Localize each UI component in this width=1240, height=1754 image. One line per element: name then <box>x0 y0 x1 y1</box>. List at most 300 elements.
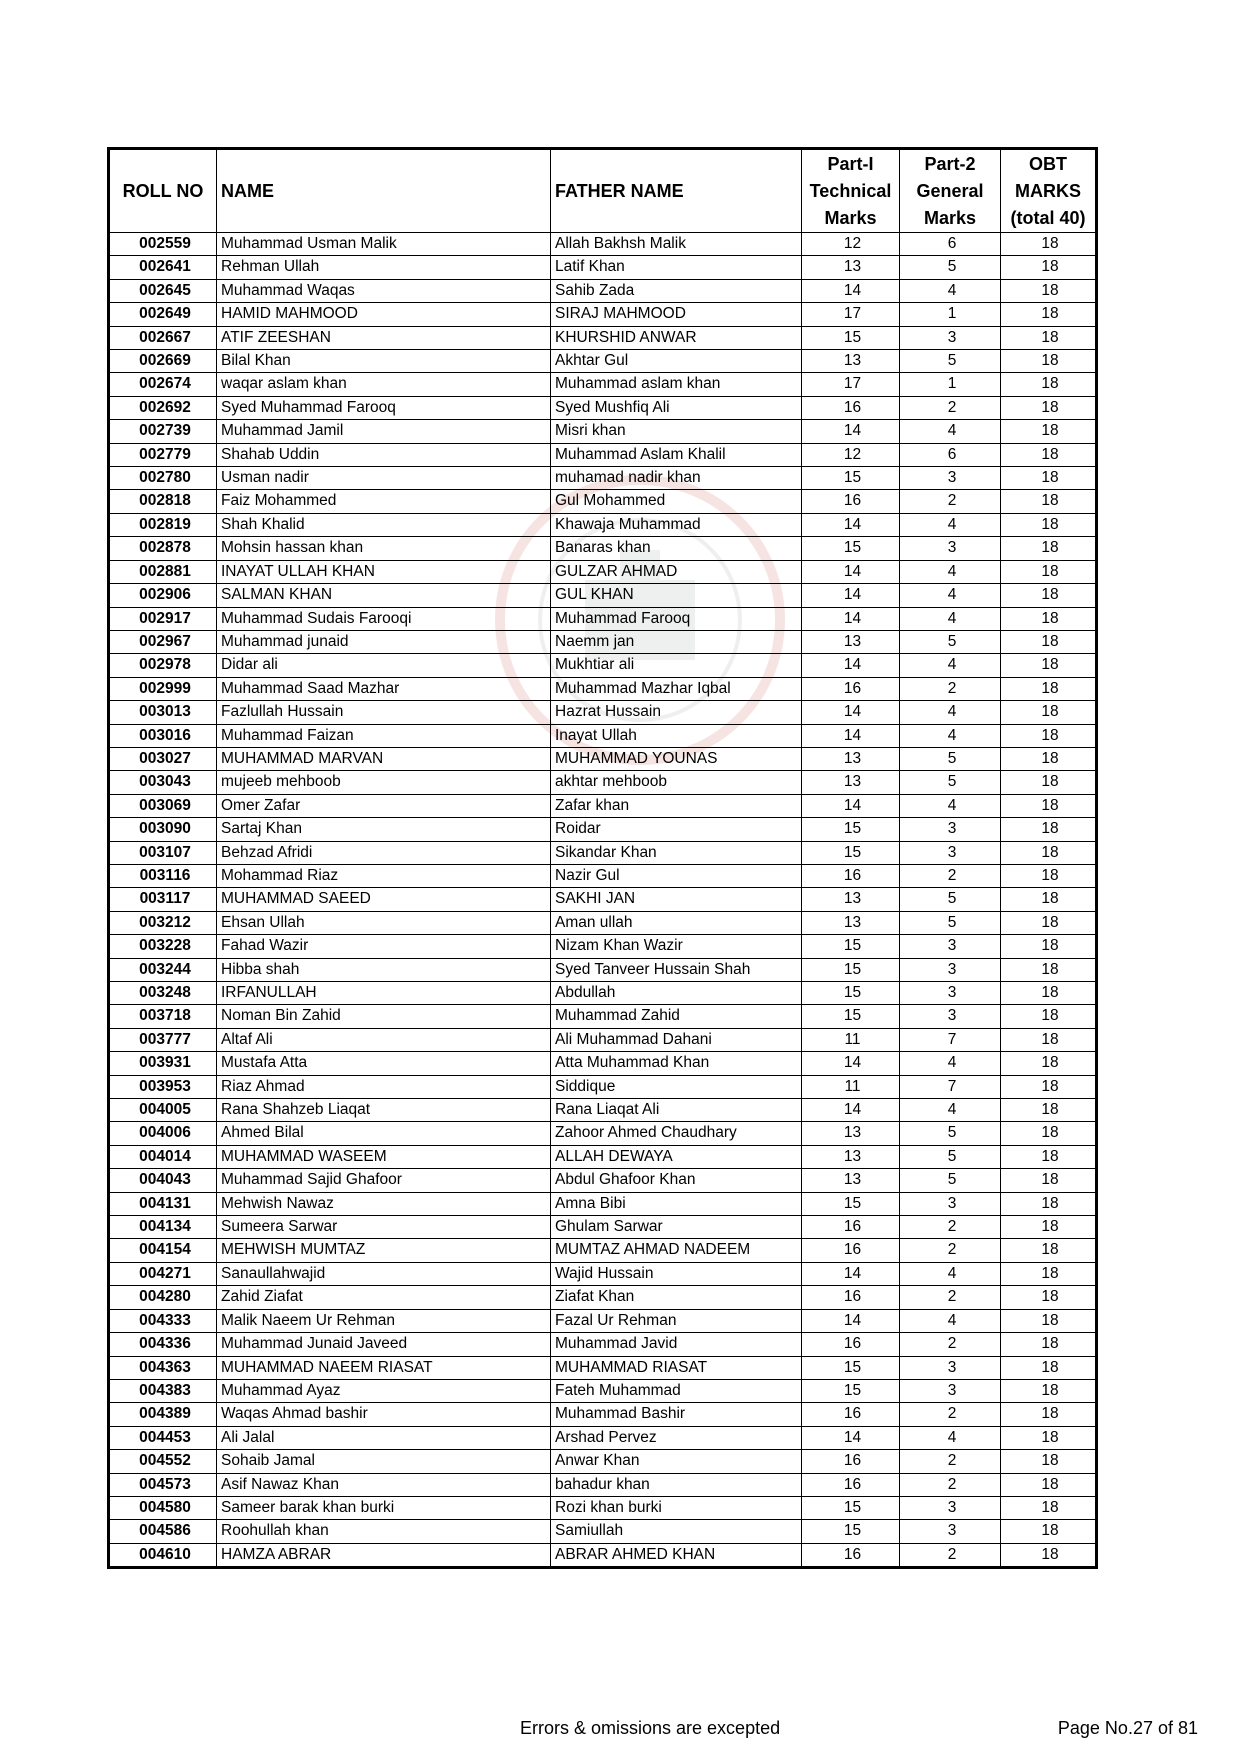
father-name-cell: muhamad nadir khan <box>551 467 802 490</box>
roll-no-cell: 002819 <box>109 513 217 536</box>
name-cell: Hibba shah <box>217 958 551 981</box>
part1-marks-cell: 11 <box>802 1028 900 1051</box>
roll-no-cell: 002881 <box>109 560 217 583</box>
table-row <box>109 794 1097 817</box>
roll-no-cell: 002967 <box>109 630 217 653</box>
part2-marks-cell: 2 <box>900 1450 1001 1473</box>
father-name-cell: MUMTAZ AHMAD NADEEM <box>551 1239 802 1262</box>
obt-marks-cell: 18 <box>1001 1239 1097 1262</box>
table-row <box>109 1028 1097 1051</box>
father-name-cell: Nazir Gul <box>551 864 802 887</box>
header-roll-no: ROLL NO <box>109 149 217 233</box>
table-row <box>109 513 1097 536</box>
table-row <box>109 841 1097 864</box>
obt-marks-cell: 18 <box>1001 256 1097 279</box>
table-row <box>109 443 1097 466</box>
name-cell: Muhammad Usman Malik <box>217 233 551 256</box>
part1-marks-cell: 15 <box>802 326 900 349</box>
part2-marks-cell: 7 <box>900 1028 1001 1051</box>
father-name-cell: Fateh Muhammad <box>551 1379 802 1402</box>
part1-marks-cell: 13 <box>802 1145 900 1168</box>
obt-marks-cell: 18 <box>1001 1403 1097 1426</box>
part2-marks-cell: 2 <box>900 396 1001 419</box>
part1-marks-cell: 14 <box>802 794 900 817</box>
roll-no-cell: 004271 <box>109 1262 217 1285</box>
name-cell: Didar ali <box>217 654 551 677</box>
father-name-cell: Muhammad Bashir <box>551 1403 802 1426</box>
father-name-cell: Siddique <box>551 1075 802 1098</box>
header-obt-line: OBT <box>1029 153 1067 174</box>
part2-marks-cell: 4 <box>900 279 1001 302</box>
obt-marks-cell: 18 <box>1001 724 1097 747</box>
father-name-cell: Misri khan <box>551 420 802 443</box>
father-name-cell: Muhammad Zahid <box>551 1005 802 1028</box>
table-row <box>109 233 1097 256</box>
roll-no-cell: 003090 <box>109 818 217 841</box>
name-cell: Ehsan Ullah <box>217 911 551 934</box>
obt-marks-cell: 18 <box>1001 794 1097 817</box>
part2-marks-cell: 4 <box>900 560 1001 583</box>
roll-no-cell: 003116 <box>109 864 217 887</box>
part1-marks-cell: 14 <box>802 420 900 443</box>
obt-marks-cell: 18 <box>1001 443 1097 466</box>
roll-no-cell: 003107 <box>109 841 217 864</box>
name-cell: Waqas Ahmad bashir <box>217 1403 551 1426</box>
name-cell: Shah Khalid <box>217 513 551 536</box>
part1-marks-cell: 15 <box>802 841 900 864</box>
name-cell: Sanaullahwajid <box>217 1262 551 1285</box>
roll-no-cell: 004573 <box>109 1473 217 1496</box>
part2-marks-cell: 5 <box>900 256 1001 279</box>
table-row <box>109 560 1097 583</box>
father-name-cell: Abdul Ghafoor Khan <box>551 1169 802 1192</box>
part1-marks-cell: 15 <box>802 467 900 490</box>
header-obt-line: MARKS <box>1015 180 1081 201</box>
father-name-cell: Khawaja Muhammad <box>551 513 802 536</box>
roll-no-cell: 002906 <box>109 584 217 607</box>
table-row <box>109 490 1097 513</box>
part2-marks-cell: 2 <box>900 490 1001 513</box>
table-row <box>109 654 1097 677</box>
table-row <box>109 467 1097 490</box>
obt-marks-cell: 18 <box>1001 467 1097 490</box>
father-name-cell: Rana Liaqat Ali <box>551 1099 802 1122</box>
roll-no-cell: 003212 <box>109 911 217 934</box>
name-cell: Mohsin hassan khan <box>217 537 551 560</box>
part2-marks-cell: 2 <box>900 1403 1001 1426</box>
obt-marks-cell: 18 <box>1001 560 1097 583</box>
name-cell: HAMID MAHMOOD <box>217 303 551 326</box>
table-row <box>109 1543 1097 1567</box>
part1-marks-cell: 16 <box>802 1473 900 1496</box>
table-row <box>109 303 1097 326</box>
roll-no-cell: 004383 <box>109 1379 217 1402</box>
obt-marks-cell: 18 <box>1001 747 1097 770</box>
roll-no-cell: 002780 <box>109 467 217 490</box>
obt-marks-cell: 18 <box>1001 1262 1097 1285</box>
part1-marks-cell: 13 <box>802 911 900 934</box>
roll-no-cell: 003777 <box>109 1028 217 1051</box>
name-cell: Muhammad Saad Mazhar <box>217 677 551 700</box>
obt-marks-cell: 18 <box>1001 420 1097 443</box>
part1-marks-cell: 13 <box>802 771 900 794</box>
header-obt-marks <box>1001 149 1097 233</box>
header-part1-line: Technical <box>809 180 892 201</box>
part2-marks-cell: 4 <box>900 584 1001 607</box>
header-part2-general-marks <box>900 149 1001 233</box>
name-cell: Fazlullah Hussain <box>217 701 551 724</box>
header-part2-line: Part-2 <box>924 153 976 174</box>
name-cell: Faiz Mohammed <box>217 490 551 513</box>
name-cell: Riaz Ahmad <box>217 1075 551 1098</box>
name-cell: Muhammad Junaid Javeed <box>217 1333 551 1356</box>
name-cell: Mohammad Riaz <box>217 864 551 887</box>
part1-marks-cell: 16 <box>802 864 900 887</box>
part1-marks-cell: 13 <box>802 350 900 373</box>
table-row <box>109 1239 1097 1262</box>
part1-marks-cell: 13 <box>802 888 900 911</box>
name-cell: MUHAMMAD MARVAN <box>217 747 551 770</box>
table-row <box>109 1379 1097 1402</box>
father-name-cell: Syed Mushfiq Ali <box>551 396 802 419</box>
father-name-cell: Ziafat Khan <box>551 1286 802 1309</box>
part2-marks-cell: 4 <box>900 1262 1001 1285</box>
name-cell: Zahid Ziafat <box>217 1286 551 1309</box>
part2-marks-cell: 3 <box>900 1356 1001 1379</box>
part2-marks-cell: 2 <box>900 1286 1001 1309</box>
obt-marks-cell: 18 <box>1001 1286 1097 1309</box>
part1-marks-cell: 11 <box>802 1075 900 1098</box>
roll-no-cell: 004586 <box>109 1520 217 1543</box>
table-row <box>109 958 1097 981</box>
roll-no-cell: 004280 <box>109 1286 217 1309</box>
part2-marks-cell: 2 <box>900 1239 1001 1262</box>
part2-marks-cell: 4 <box>900 1099 1001 1122</box>
table-row <box>109 1169 1097 1192</box>
name-cell: mujeeb mehboob <box>217 771 551 794</box>
part1-marks-cell: 17 <box>802 303 900 326</box>
part1-marks-cell: 14 <box>802 1099 900 1122</box>
roll-no-cell: 003953 <box>109 1075 217 1098</box>
table-row <box>109 1052 1097 1075</box>
roll-no-cell: 004005 <box>109 1099 217 1122</box>
roll-no-cell: 002667 <box>109 326 217 349</box>
part1-marks-cell: 16 <box>802 677 900 700</box>
table-row <box>109 1403 1097 1426</box>
roll-no-cell: 002999 <box>109 677 217 700</box>
obt-marks-cell: 18 <box>1001 1052 1097 1075</box>
obt-marks-cell: 18 <box>1001 1379 1097 1402</box>
obt-marks-cell: 18 <box>1001 396 1097 419</box>
table-row <box>109 818 1097 841</box>
roll-no-cell: 003013 <box>109 701 217 724</box>
roll-no-cell: 002779 <box>109 443 217 466</box>
part1-marks-cell: 14 <box>802 607 900 630</box>
table-row <box>109 935 1097 958</box>
obt-marks-cell: 18 <box>1001 1169 1097 1192</box>
roll-no-cell: 002978 <box>109 654 217 677</box>
results-table <box>107 147 1098 1569</box>
roll-no-cell: 002692 <box>109 396 217 419</box>
obt-marks-cell: 18 <box>1001 1216 1097 1239</box>
name-cell: Roohullah khan <box>217 1520 551 1543</box>
obt-marks-cell: 18 <box>1001 1333 1097 1356</box>
table-row <box>109 1520 1097 1543</box>
father-name-cell: Abdullah <box>551 982 802 1005</box>
obt-marks-cell: 18 <box>1001 1356 1097 1379</box>
table-row <box>109 677 1097 700</box>
table-row <box>109 747 1097 770</box>
part2-marks-cell: 5 <box>900 747 1001 770</box>
obt-marks-cell: 18 <box>1001 911 1097 934</box>
part1-marks-cell: 14 <box>802 1309 900 1332</box>
table-row <box>109 1309 1097 1332</box>
part1-marks-cell: 16 <box>802 1333 900 1356</box>
name-cell: Muhammad Faizan <box>217 724 551 747</box>
roll-no-cell: 002878 <box>109 537 217 560</box>
obt-marks-cell: 18 <box>1001 1099 1097 1122</box>
father-name-cell: Muhammad Farooq <box>551 607 802 630</box>
roll-no-cell: 004580 <box>109 1496 217 1519</box>
roll-no-cell: 003718 <box>109 1005 217 1028</box>
table-row <box>109 982 1097 1005</box>
obt-marks-cell: 18 <box>1001 841 1097 864</box>
obt-marks-cell: 18 <box>1001 607 1097 630</box>
father-name-cell: Arshad Pervez <box>551 1426 802 1449</box>
father-name-cell: Wajid Hussain <box>551 1262 802 1285</box>
part1-marks-cell: 12 <box>802 443 900 466</box>
part1-marks-cell: 14 <box>802 701 900 724</box>
part1-marks-cell: 14 <box>802 279 900 302</box>
table-body <box>109 233 1097 1568</box>
roll-no-cell: 004453 <box>109 1426 217 1449</box>
part2-marks-cell: 2 <box>900 864 1001 887</box>
roll-no-cell: 003069 <box>109 794 217 817</box>
obt-marks-cell: 18 <box>1001 373 1097 396</box>
father-name-cell: Anwar Khan <box>551 1450 802 1473</box>
part1-marks-cell: 16 <box>802 1286 900 1309</box>
roll-no-cell: 002645 <box>109 279 217 302</box>
part1-marks-cell: 15 <box>802 1520 900 1543</box>
father-name-cell: KHURSHID ANWAR <box>551 326 802 349</box>
roll-no-cell: 003244 <box>109 958 217 981</box>
table-row <box>109 256 1097 279</box>
father-name-cell: ABRAR AHMED KHAN <box>551 1543 802 1567</box>
name-cell: Muhammad Jamil <box>217 420 551 443</box>
obt-marks-cell: 18 <box>1001 1192 1097 1215</box>
obt-marks-cell: 18 <box>1001 771 1097 794</box>
part2-marks-cell: 3 <box>900 1192 1001 1215</box>
table-row <box>109 1426 1097 1449</box>
obt-marks-cell: 18 <box>1001 350 1097 373</box>
header-name: NAME <box>217 149 551 233</box>
obt-marks-cell: 18 <box>1001 1122 1097 1145</box>
father-name-cell: akhtar mehboob <box>551 771 802 794</box>
obt-marks-cell: 18 <box>1001 537 1097 560</box>
name-cell: MUHAMMAD WASEEM <box>217 1145 551 1168</box>
obt-marks-cell: 18 <box>1001 490 1097 513</box>
father-name-cell: bahadur khan <box>551 1473 802 1496</box>
father-name-cell: GUL KHAN <box>551 584 802 607</box>
part2-marks-cell: 4 <box>900 1052 1001 1075</box>
part1-marks-cell: 15 <box>802 1379 900 1402</box>
part2-marks-cell: 6 <box>900 443 1001 466</box>
part2-marks-cell: 5 <box>900 911 1001 934</box>
part1-marks-cell: 14 <box>802 560 900 583</box>
part2-marks-cell: 3 <box>900 982 1001 1005</box>
name-cell: IRFANULLAH <box>217 982 551 1005</box>
part1-marks-cell: 15 <box>802 982 900 1005</box>
name-cell: Muhammad Ayaz <box>217 1379 551 1402</box>
roll-no-cell: 003043 <box>109 771 217 794</box>
roll-no-cell: 002739 <box>109 420 217 443</box>
part1-marks-cell: 16 <box>802 1450 900 1473</box>
table-row <box>109 771 1097 794</box>
table-row <box>109 888 1097 911</box>
page-number: Page No.27 of 81 <box>1057 1718 1198 1738</box>
father-name-cell: Hazrat Hussain <box>551 701 802 724</box>
name-cell: Asif Nawaz Khan <box>217 1473 551 1496</box>
roll-no-cell: 003931 <box>109 1052 217 1075</box>
table-row <box>109 864 1097 887</box>
roll-no-cell: 002669 <box>109 350 217 373</box>
header-part1-line: Part-I <box>827 153 874 174</box>
part1-marks-cell: 14 <box>802 724 900 747</box>
name-cell: Ahmed Bilal <box>217 1122 551 1145</box>
part2-marks-cell: 2 <box>900 1543 1001 1567</box>
father-name-cell: Akhtar Gul <box>551 350 802 373</box>
table-row <box>109 1122 1097 1145</box>
part1-marks-cell: 15 <box>802 1356 900 1379</box>
father-name-cell: ALLAH DEWAYA <box>551 1145 802 1168</box>
father-name-cell: Atta Muhammad Khan <box>551 1052 802 1075</box>
name-cell: Sumeera Sarwar <box>217 1216 551 1239</box>
header-part2-line: Marks <box>923 207 977 228</box>
roll-no-cell: 004610 <box>109 1543 217 1567</box>
part1-marks-cell: 15 <box>802 958 900 981</box>
table-row <box>109 584 1097 607</box>
part1-marks-cell: 13 <box>802 256 900 279</box>
part2-marks-cell: 3 <box>900 1496 1001 1519</box>
roll-no-cell: 004552 <box>109 1450 217 1473</box>
part1-marks-cell: 15 <box>802 1496 900 1519</box>
header-part1-technical-marks <box>802 149 900 233</box>
name-cell: Rehman Ullah <box>217 256 551 279</box>
table-row <box>109 1356 1097 1379</box>
part1-marks-cell: 16 <box>802 1543 900 1567</box>
name-cell: Mehwish Nawaz <box>217 1192 551 1215</box>
father-name-cell: MUHAMMAD RIASAT <box>551 1356 802 1379</box>
footer-note: Errors & omissions are excepted <box>520 1718 781 1738</box>
part2-marks-cell: 2 <box>900 677 1001 700</box>
father-name-cell: MUHAMMAD YOUNAS <box>551 747 802 770</box>
part1-marks-cell: 16 <box>802 396 900 419</box>
part2-marks-cell: 3 <box>900 326 1001 349</box>
part2-marks-cell: 3 <box>900 958 1001 981</box>
roll-no-cell: 002559 <box>109 233 217 256</box>
part1-marks-cell: 16 <box>802 1403 900 1426</box>
name-cell: SALMAN KHAN <box>217 584 551 607</box>
table-row <box>109 607 1097 630</box>
obt-marks-cell: 18 <box>1001 1473 1097 1496</box>
name-cell: Malik Naeem Ur Rehman <box>217 1309 551 1332</box>
obt-marks-cell: 18 <box>1001 935 1097 958</box>
obt-marks-cell: 18 <box>1001 958 1097 981</box>
obt-marks-cell: 18 <box>1001 1309 1097 1332</box>
name-cell: Sameer barak khan burki <box>217 1496 551 1519</box>
roll-no-cell: 002641 <box>109 256 217 279</box>
obt-marks-cell: 18 <box>1001 864 1097 887</box>
table-row <box>109 1216 1097 1239</box>
part2-marks-cell: 4 <box>900 724 1001 747</box>
part2-marks-cell: 3 <box>900 467 1001 490</box>
table-row <box>109 701 1097 724</box>
roll-no-cell: 004333 <box>109 1309 217 1332</box>
name-cell: Shahab Uddin <box>217 443 551 466</box>
father-name-cell: Banaras khan <box>551 537 802 560</box>
roll-no-cell: 002649 <box>109 303 217 326</box>
part1-marks-cell: 14 <box>802 1262 900 1285</box>
father-name-cell: SIRAJ MAHMOOD <box>551 303 802 326</box>
header-obt-line: (total 40) <box>1010 207 1086 228</box>
part2-marks-cell: 3 <box>900 818 1001 841</box>
father-name-cell: SAKHI JAN <box>551 888 802 911</box>
father-name-cell: Amna Bibi <box>551 1192 802 1215</box>
name-cell: Noman Bin Zahid <box>217 1005 551 1028</box>
father-name-cell: Sikandar Khan <box>551 841 802 864</box>
part1-marks-cell: 14 <box>802 513 900 536</box>
father-name-cell: Muhammad aslam khan <box>551 373 802 396</box>
roll-no-cell: 002818 <box>109 490 217 513</box>
father-name-cell: Roidar <box>551 818 802 841</box>
father-name-cell: Muhammad Aslam Khalil <box>551 443 802 466</box>
obt-marks-cell: 18 <box>1001 1450 1097 1473</box>
roll-no-cell: 003248 <box>109 982 217 1005</box>
father-name-cell: Sahib Zada <box>551 279 802 302</box>
obt-marks-cell: 18 <box>1001 982 1097 1005</box>
father-name-cell: Zafar khan <box>551 794 802 817</box>
part1-marks-cell: 15 <box>802 537 900 560</box>
part2-marks-cell: 5 <box>900 1169 1001 1192</box>
roll-no-cell: 003117 <box>109 888 217 911</box>
part2-marks-cell: 1 <box>900 303 1001 326</box>
obt-marks-cell: 18 <box>1001 1028 1097 1051</box>
table-row <box>109 1496 1097 1519</box>
obt-marks-cell: 18 <box>1001 654 1097 677</box>
father-name-cell: Zahoor Ahmed Chaudhary <box>551 1122 802 1145</box>
table-row <box>109 1286 1097 1309</box>
header-father-name: FATHER NAME <box>551 149 802 233</box>
part2-marks-cell: 4 <box>900 654 1001 677</box>
table-row <box>109 1333 1097 1356</box>
father-name-cell: Muhammad Javid <box>551 1333 802 1356</box>
father-name-cell: Gul Mohammed <box>551 490 802 513</box>
part1-marks-cell: 13 <box>802 1122 900 1145</box>
table-row <box>109 326 1097 349</box>
part1-marks-cell: 16 <box>802 490 900 513</box>
obt-marks-cell: 18 <box>1001 1075 1097 1098</box>
father-name-cell: Muhammad Mazhar Iqbal <box>551 677 802 700</box>
table-row <box>109 1262 1097 1285</box>
part2-marks-cell: 3 <box>900 935 1001 958</box>
part2-marks-cell: 2 <box>900 1333 1001 1356</box>
table-row <box>109 1099 1097 1122</box>
part2-marks-cell: 4 <box>900 701 1001 724</box>
part1-marks-cell: 14 <box>802 654 900 677</box>
part2-marks-cell: 5 <box>900 1145 1001 1168</box>
part2-marks-cell: 5 <box>900 888 1001 911</box>
name-cell: MUHAMMAD NAEEM RIASAT <box>217 1356 551 1379</box>
